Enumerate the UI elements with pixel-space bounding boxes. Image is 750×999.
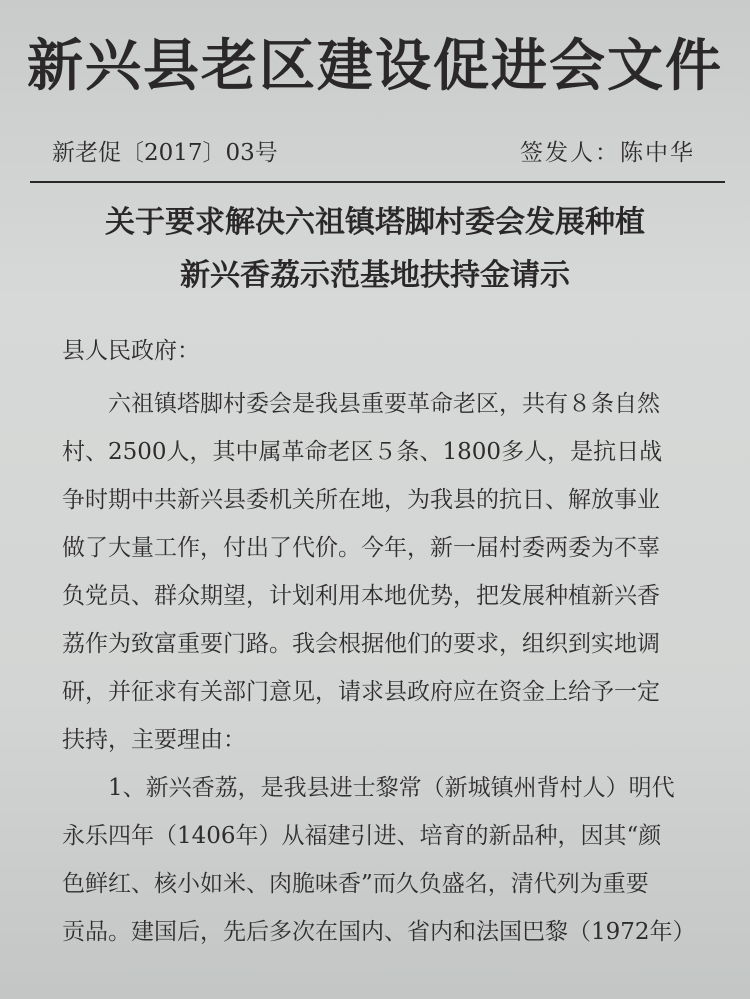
body-line: 研，并征求有关部门意见，请求县政府应在资金上给予一定 [62,679,660,705]
body-line: 永乐四年（1406年）从福建引进、培育的新品种，因其“颜 [62,823,662,849]
body-line: 做了大量工作，付出了代价。今年，新一届村委两委为不辜 [62,535,660,561]
body-line: 扶持，主要理由： [62,727,246,753]
subject-line-2: 新兴香荔示范基地扶持金请示 [180,258,570,293]
addressee: 县人民政府： [62,338,200,364]
body-line: 色鲜红、核小如米、肉脆味香”而久负盛名，清代列为重要 [62,871,649,897]
body-line: 荔作为致富重要门路。我会根据他们的要求，组织到实地调 [62,631,660,657]
header-divider [30,181,725,183]
subject-line-1: 关于要求解决六祖镇塔脚村委会发展种植 [105,205,645,240]
body-line: 村、2500人，其中属革命老区５条、1800多人，是抗日战 [62,439,663,465]
body-line: 六祖镇塔脚村委会是我县重要革命老区，共有８条自然 [62,391,660,417]
signer: 签发人：陈中华 [520,140,695,166]
body-line: 贡品。建国后，先后多次在国内、省内和法国巴黎（1972年） [62,919,696,945]
body-line: 负党员、群众期望，计划利用本地优势，把发展种植新兴香 [62,583,660,609]
document-header-title: 新兴县老区建设促进会文件 [27,34,723,99]
body-line: 争时期中共新兴县委机关所在地，为我县的抗日、解放事业 [62,487,660,513]
body-line: 1、新兴香荔，是我县进士黎常（新城镇州背村人）明代 [62,775,675,801]
document-number: 新老促〔2017〕03号 [52,140,278,166]
